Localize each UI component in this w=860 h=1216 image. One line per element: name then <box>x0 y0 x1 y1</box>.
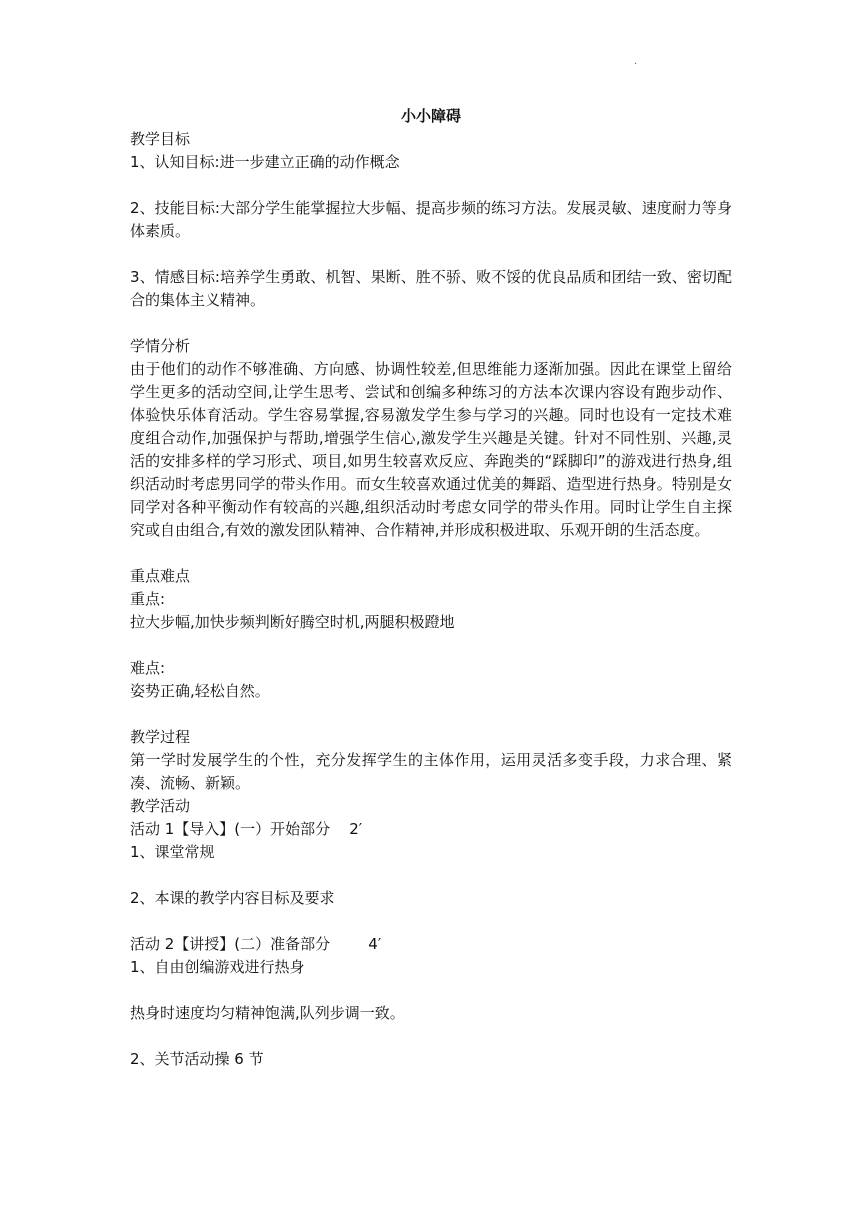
activity1-item1: 1、课堂常规 <box>130 843 215 861</box>
process-heading: 教学过程 <box>130 728 191 746</box>
spacer <box>130 243 732 266</box>
activities-heading: 教学活动 <box>130 797 191 815</box>
spacer <box>130 312 732 335</box>
analysis-body: 由于他们的动作不够准确、方向感、协调性较差,但思维能力逐渐加强。因此在课堂上留给学生更多的活动空间,让学生思考、尝试和创编多种练习的方法本次课内容设有跑步动作、体验快乐体育活动。学生容易掌握,容易激发学生参与学习的兴趣。同时也设有一定技术难度组合动作,加强保护与帮助,增强学生信心,激发学生兴趣是关键。针对不同性别、兴趣,灵活的安排多样的学习形式、项目,如男生较喜欢反应、奔跑类的“踩脚印”的游戏进行热身,组织活动时考虑男同学的带头作用。而女生较喜欢通过优美的舞蹈、造型进行热身。特别是女同学对各种平衡动作有较高的兴趣,组织活动时考虑女同学的带头作用。同时让学生自主探究或自由组合,有效的激发团队精神、合作精神,并形成积极进取、乐观开朗的生活态度。 <box>130 360 732 539</box>
spacer <box>130 634 732 657</box>
activity1-item2: 2、本课的教学内容目标及要求 <box>130 889 335 907</box>
document-title: 小小障碍 <box>400 107 461 125</box>
cognitive-objective: 1、认知目标:进一步建立正确的动作概念 <box>130 153 400 171</box>
affective-objective: 3、情感目标:培养学生勇敢、机智、果断、胜不骄、败不馁的优良品质和团结一致、密切配合的集体主义精神。 <box>130 268 732 309</box>
spacer <box>130 910 732 933</box>
spacer <box>130 703 732 726</box>
objectives-heading: 教学目标 <box>130 130 191 148</box>
key-points-heading: 重点难点 <box>130 567 191 585</box>
activity2-item2: 2、关节活动操 6 节 <box>130 1050 264 1068</box>
key-point-text: 拉大步幅,加快步频判断好腾空时机,两腿积极蹬地 <box>130 613 455 631</box>
spacer <box>130 1025 732 1048</box>
key-point-label: 重点: <box>130 590 166 608</box>
process-intro: 第一学时发展学生的个性，充分发挥学生的主体作用，运用灵活多变手段，力求合理、紧凑、流畅、新颖。 <box>130 751 732 792</box>
skill-objective: 2、技能目标:大部分学生能掌握拉大步幅、提高步频的练习方法。发展灵敏、速度耐力等身体素质。 <box>130 199 732 240</box>
spacer <box>130 174 732 197</box>
activity1-title: 活动 1【导入】(一）开始部分 2′ <box>130 820 363 838</box>
activity2-item1-note: 热身时速度均匀精神饱满,队列步调一致。 <box>130 1004 405 1022</box>
spacer <box>130 979 732 1002</box>
page-corner-mark: . <box>634 56 638 67</box>
spacer <box>130 542 732 565</box>
spacer <box>130 864 732 887</box>
activity2-title: 活动 2【讲授】(二）准备部分 4′ <box>130 935 382 953</box>
document-page <box>130 100 732 1071</box>
activity2-item1: 1、自由创编游戏进行热身 <box>130 958 305 976</box>
difficulty-label: 难点: <box>130 659 166 677</box>
analysis-heading: 学情分析 <box>130 337 191 355</box>
difficulty-text: 姿势正确,轻松自然。 <box>130 682 270 700</box>
